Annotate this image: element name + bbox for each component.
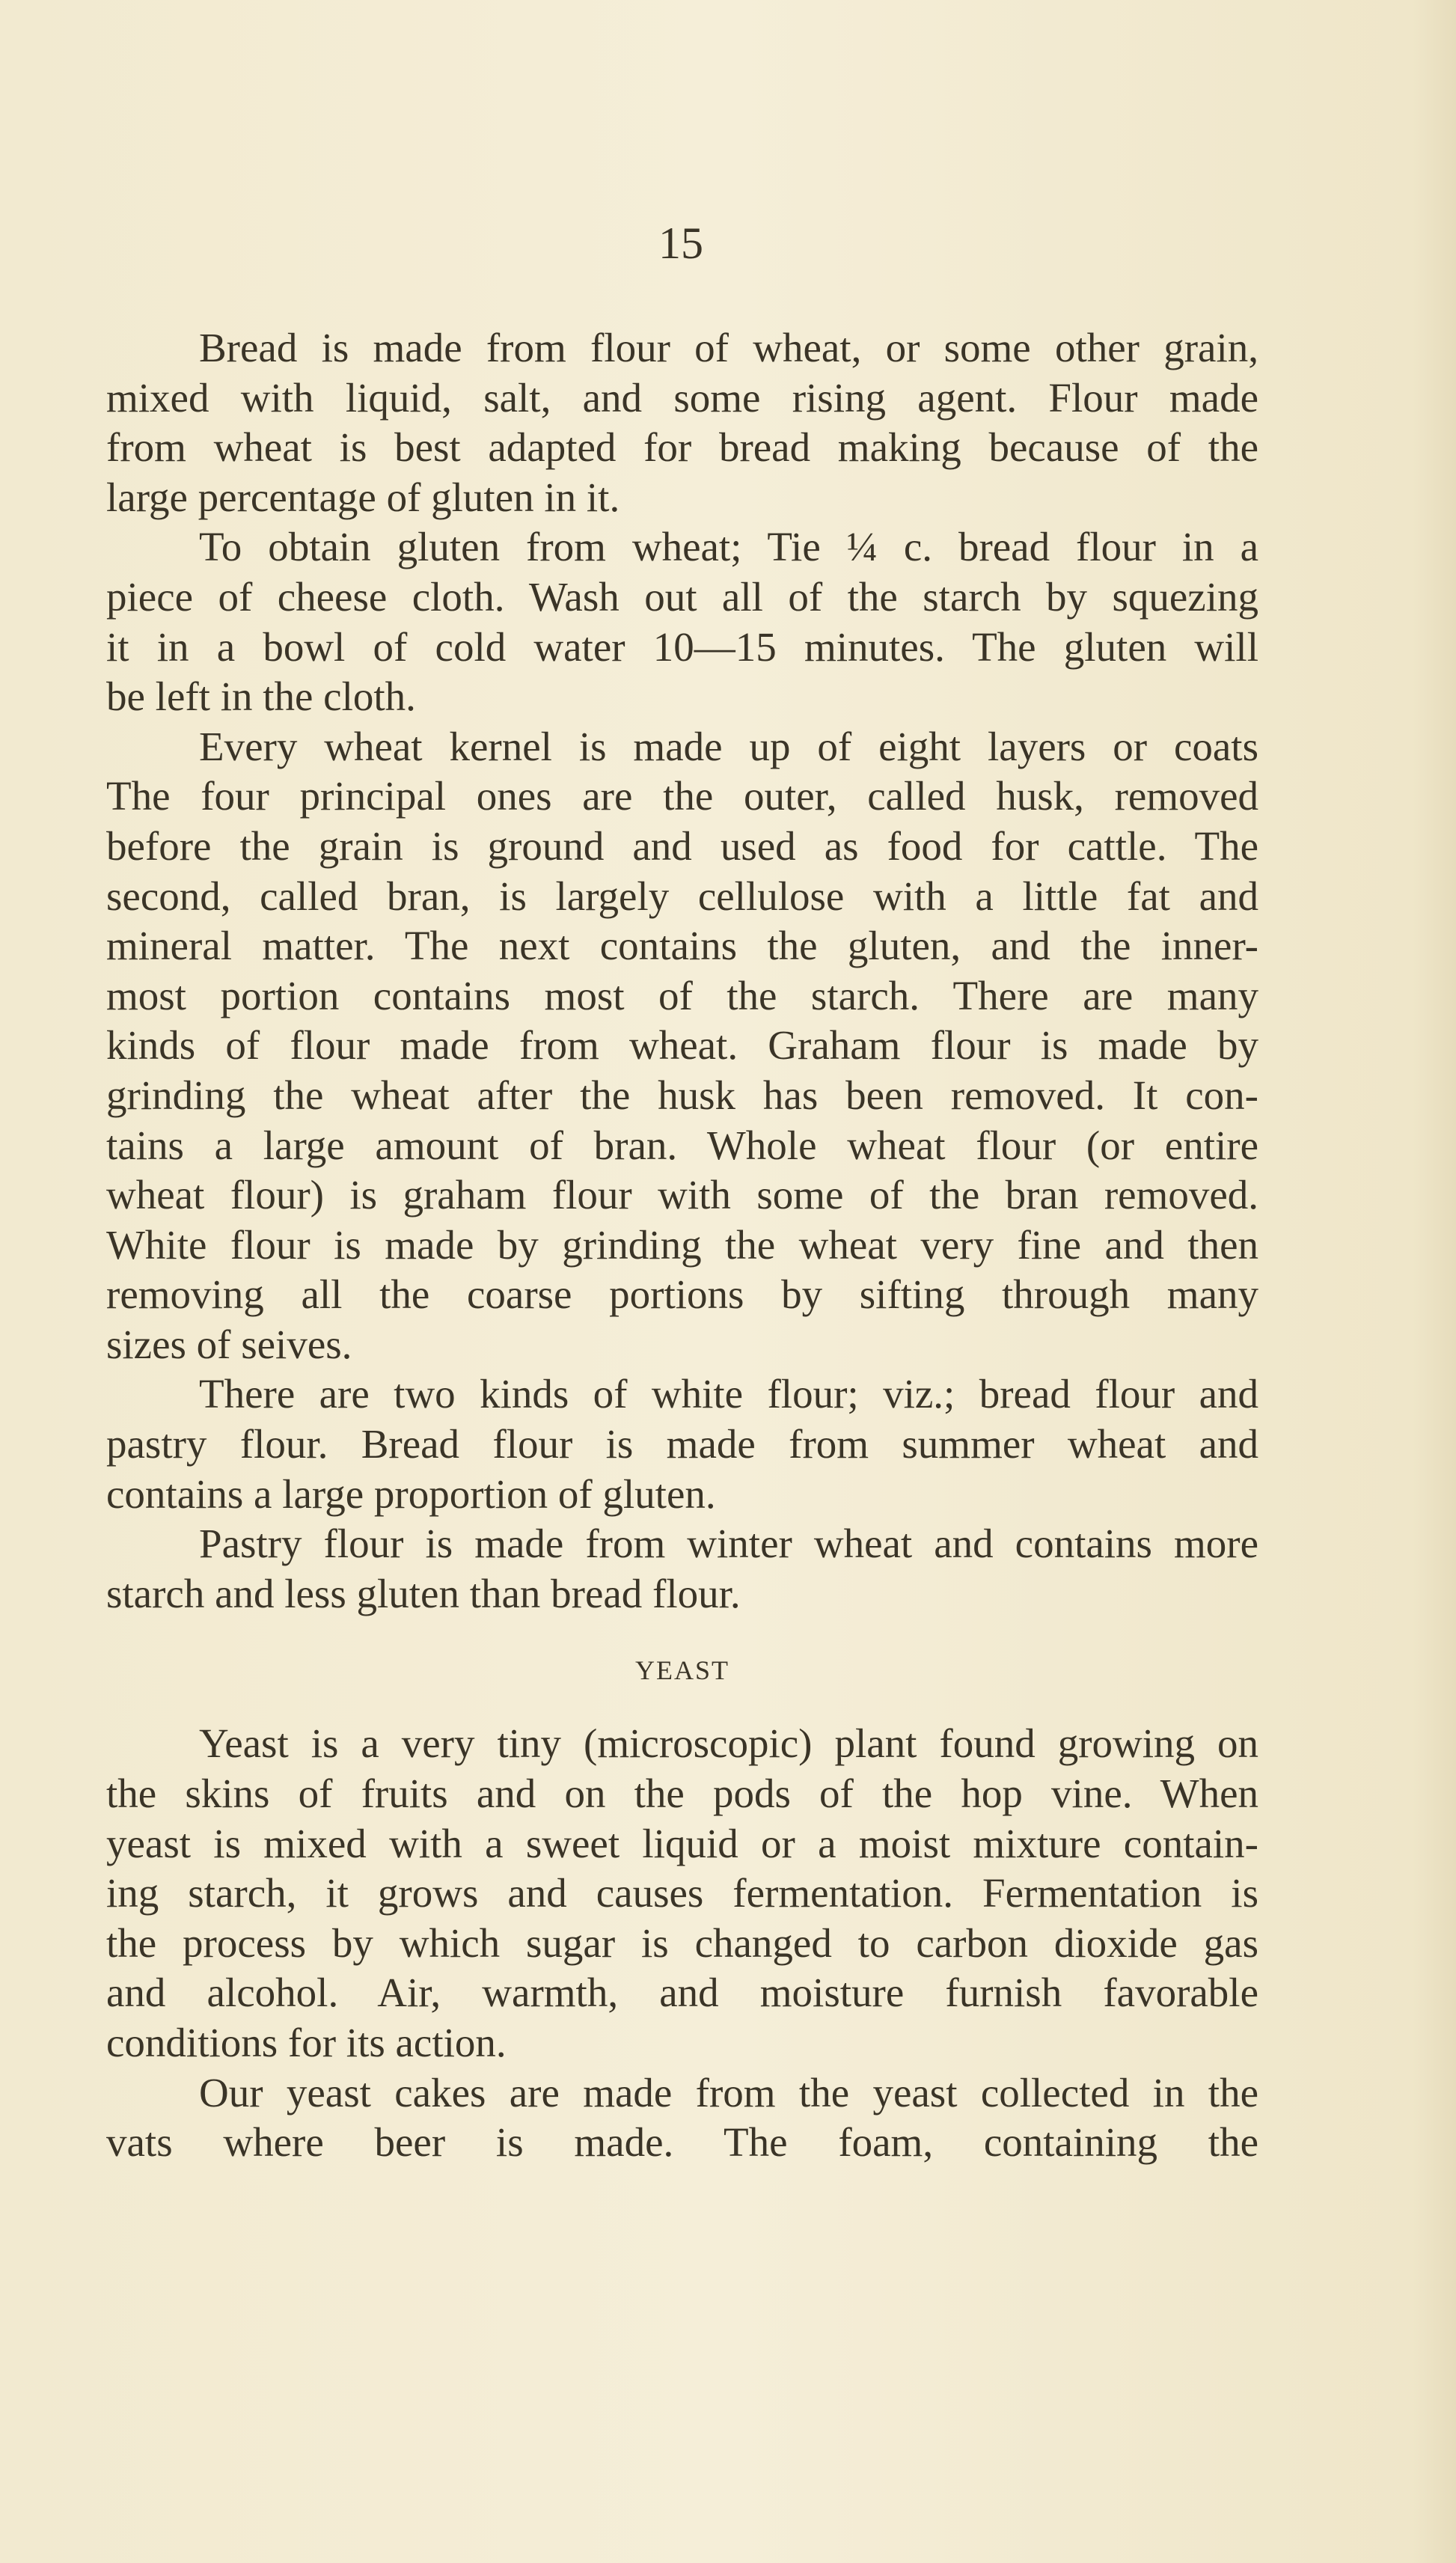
text-line: ing starch, it grows and causes fermentation. Fermentation is (106, 1870, 1258, 1916)
text-line: There are two kinds of white flour; viz.; bread flour and (199, 1371, 1258, 1417)
text-line: large percentage of gluten in it. (106, 474, 620, 520)
section-heading: YEAST (635, 1655, 729, 1686)
text-line: piece of cheese cloth. Wash out all of the starch by squezing (106, 573, 1258, 620)
text-line: Bread is made from flour of wheat, or some other grain, (199, 325, 1258, 370)
text-line: conditions for its action. (106, 2020, 507, 2065)
text-line: starch and less gluten than bread flour. (106, 1570, 741, 1616)
text-line: vats where beer is made. The foam, containing the (106, 2119, 1258, 2166)
text-line: be left in the cloth. (106, 673, 416, 720)
text-line: before the grain is ground and used as food for cattle. The (106, 822, 1258, 869)
text-line: grinding the wheat after the husk has been removed. It con- (106, 1072, 1258, 1118)
paragraph (106, 323, 1258, 522)
paragraph (106, 2068, 1258, 2168)
text-line: wheat flour) is graham flour with some of the bran removed. (106, 1172, 1258, 1218)
text-line: contains a large proportion of gluten. (106, 1470, 716, 1517)
text-line: White flour is made by grinding the wheat very fine and then (106, 1221, 1258, 1268)
text-line: removing all the coarse portions by sifting through many (106, 1271, 1258, 1318)
text-line: most portion contains most of the starch. There are many (106, 972, 1258, 1018)
text-line: from wheat is best adapted for bread making because of the (106, 424, 1258, 471)
text-line: mineral matter. The next contains the gluten, and the inner- (106, 923, 1258, 969)
text-line: Yeast is a very tiny (microscopic) plant found growing on (199, 1720, 1258, 1767)
text-line: and alcohol. Air, warmth, and moisture furnish favorable (106, 1970, 1258, 2016)
text-line: kinds of flour made from wheat. Graham flour is made by (106, 1022, 1258, 1069)
text-line: it in a bowl of cold water 10—15 minutes. The gluten will (106, 623, 1258, 670)
text-line: Every wheat kernel is made up of eight layers or coats (199, 723, 1258, 769)
paragraph (106, 522, 1258, 721)
text-line: yeast is mixed with a sweet liquid or a moist mixture contain- (106, 1820, 1258, 1866)
paragraph (106, 722, 1258, 1370)
text-line: The four principal ones are the outer, called husk, removed (106, 773, 1258, 819)
text-line: second, called bran, is largely cellulose with a little fat and (106, 873, 1258, 919)
text-line: the skins of fruits and on the pods of the hop vine. When (106, 1771, 1258, 1817)
paragraph (106, 1519, 1258, 1619)
text-line: To obtain gluten from wheat; Tie ¼ c. bread flour in a (199, 524, 1258, 570)
text-line: mixed with liquid, salt, and some rising agent. Flour made (106, 374, 1258, 421)
paragraph (106, 1719, 1258, 2068)
page-number: 15 (658, 219, 703, 268)
text-line: sizes of seives. (106, 1321, 352, 1367)
text-line: pastry flour. Bread flour is made from summer wheat and (106, 1421, 1258, 1467)
paragraph (106, 1369, 1258, 1519)
text-line: tains a large amount of bran. Whole wheat flour (or entire (106, 1122, 1258, 1168)
page-body-text (106, 323, 1258, 2168)
text-line: the process by which sugar is changed to carbon dioxide gas (106, 1919, 1258, 1966)
text-line: Our yeast cakes are made from the yeast collected in the (199, 2069, 1258, 2116)
text-line: Pastry flour is made from winter wheat and contains more (199, 1521, 1258, 1567)
